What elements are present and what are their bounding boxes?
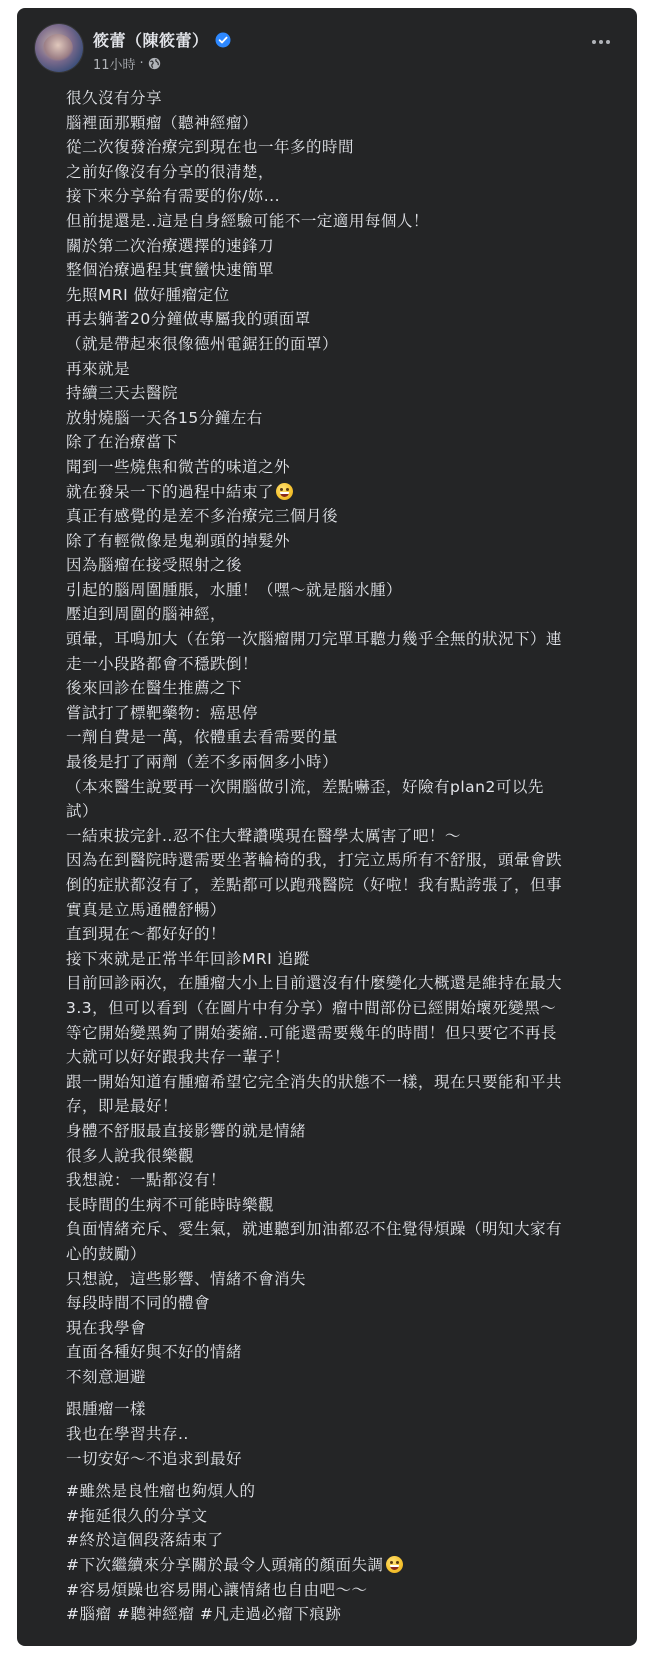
post-text-line-text: 直到現在～都好好的！ bbox=[66, 925, 227, 944]
post-text-line bbox=[66, 111, 626, 136]
post-text-line bbox=[66, 676, 626, 701]
post-text-line bbox=[66, 1021, 626, 1046]
post-text-line-text: 跟腫瘤一樣 bbox=[66, 1400, 147, 1419]
post-text-line-text: 不刻意迴避 bbox=[66, 1367, 147, 1386]
post-text-line bbox=[66, 1267, 626, 1292]
post-text-line bbox=[66, 1144, 626, 1169]
post-text-line-text: 真正有感覺的是差不多治療完三個月後 bbox=[66, 507, 339, 526]
post-text-line-text: 除了在治療當下 bbox=[66, 433, 179, 452]
post-text-line bbox=[66, 332, 626, 357]
post-text-line-text: 關於第二次治療選擇的速鋒刀 bbox=[66, 236, 275, 255]
post-text-line bbox=[66, 775, 626, 800]
post-text-line bbox=[66, 602, 626, 627]
post-text-line-text: 引起的腦周圍腫脹，水腫！（嘿～就是腦水腫） bbox=[66, 580, 403, 599]
post-text-line bbox=[66, 553, 626, 578]
meta-separator: · bbox=[139, 56, 144, 71]
hashtag-line-text: #腦瘤 #聽神經瘤 #凡走過必瘤下痕跡 bbox=[66, 1605, 342, 1624]
post-text-line bbox=[66, 1316, 626, 1341]
post-text-line bbox=[66, 824, 626, 849]
post-text-line bbox=[66, 455, 626, 480]
post-text-line-text: 就在發呆一下的過程中結束了 bbox=[66, 482, 275, 501]
post-text-line-text: 很多人說我很樂觀 bbox=[66, 1146, 195, 1165]
post-text-line-text: 從二次復發治療完到現在也一年多的時間 bbox=[66, 138, 355, 157]
author-name[interactable]: 筱蕾（陳筱蕾） bbox=[93, 31, 209, 50]
hashtag-line-text: #容易煩躁也容易開心讓情緒也自由吧～～ bbox=[66, 1580, 368, 1599]
post-text-line-text: （本來醫生說要再一次開腦做引流，差點嚇歪，好險有plan2可以先 bbox=[66, 777, 544, 796]
post-text-line-text: 目前回診兩次，在腫瘤大小上目前還沒有什麼變化大概還是維持在最大 bbox=[66, 974, 563, 993]
post-text-line bbox=[66, 725, 626, 750]
post-body bbox=[66, 86, 626, 1627]
post-text-line bbox=[66, 701, 626, 726]
post-text-line bbox=[66, 1422, 626, 1447]
post-text-line-text: 試） bbox=[66, 802, 99, 821]
post-text-line bbox=[66, 873, 626, 898]
more-options-icon[interactable] bbox=[583, 30, 619, 54]
post-text-line bbox=[66, 480, 626, 505]
post-meta bbox=[93, 54, 161, 73]
post-text-line-text: 負面情緒充斥、愛生氣，就連聽到加油都忍不住覺得煩躁（明知大家有 bbox=[66, 1220, 563, 1239]
hashtag-line[interactable] bbox=[66, 1578, 626, 1603]
post-text-line-text: 嘗試打了標靶藥物：癌思停 bbox=[66, 703, 259, 722]
post-text-line-text: 一劑自費是一萬，依體重去看需要的量 bbox=[66, 728, 339, 747]
post-text-line-text: 壓迫到周圍的腦神經， bbox=[66, 605, 227, 624]
post-text-line-text: 一切安好～不追求到最好 bbox=[66, 1449, 243, 1468]
post-header bbox=[35, 22, 619, 74]
post-text-line bbox=[66, 922, 626, 947]
verified-badge-icon bbox=[215, 32, 231, 48]
hashtag-line[interactable] bbox=[66, 1504, 626, 1529]
post-text-line-text: 跟一開始知道有腫瘤希望它完全消失的狀態不一樣，現在只要能和平共 bbox=[66, 1072, 563, 1091]
post-text-line-text: 走一小段路都會不穩跌倒！ bbox=[66, 654, 259, 673]
post-text-line-text: 因為腦瘤在接受照射之後 bbox=[66, 556, 243, 575]
post-text-line bbox=[66, 1168, 626, 1193]
post-text-block bbox=[66, 86, 626, 1389]
post-timestamp[interactable]: 11小時 bbox=[93, 58, 136, 73]
post-text-line-text: 每段時間不同的體會 bbox=[66, 1294, 211, 1313]
post-text-line-text: 之前好像沒有分享的很清楚， bbox=[66, 162, 275, 181]
post-text-line-text: 聞到一些燒焦和微苦的味道之外 bbox=[66, 457, 291, 476]
post-text-line-text: 很久沒有分享 bbox=[66, 89, 163, 107]
post-text-line bbox=[66, 1365, 626, 1390]
post-text-line-text: 再來就是 bbox=[66, 359, 131, 378]
author-row bbox=[93, 28, 231, 51]
avatar-photo bbox=[43, 34, 73, 62]
hashtag-line-text: #拖延很久的分享文 bbox=[66, 1506, 208, 1525]
post-text-line-text: 因為在到醫院時還需要坐著輪椅的我，打完立馬所有不舒服，頭暈會跌 bbox=[66, 851, 563, 870]
post-text-line-text: 等它開始變黑夠了開始萎縮..可能還需要幾年的時間！但只要它不再長 bbox=[66, 1023, 557, 1042]
hashtag-line[interactable] bbox=[66, 1602, 626, 1627]
post-text-line bbox=[66, 947, 626, 972]
post-text-line-text: 我也在學習共存.. bbox=[66, 1425, 189, 1444]
post-text-line-text: 除了有輕微像是鬼剃頭的掉髮外 bbox=[66, 531, 291, 550]
post-text-line bbox=[66, 750, 626, 775]
post-text-line bbox=[66, 258, 626, 283]
post-card bbox=[17, 8, 637, 1646]
post-text-line bbox=[66, 996, 626, 1021]
post-text-line-text: 心的鼓勵） bbox=[66, 1244, 147, 1263]
post-text-line bbox=[66, 381, 626, 406]
post-text-line bbox=[66, 848, 626, 873]
hashtag-line-text: #下次繼續來分享關於最令人頭痛的顏面失調 bbox=[66, 1556, 384, 1575]
post-text-line-text: 大就可以好好跟我共存一輩子！ bbox=[66, 1048, 291, 1067]
post-text-line bbox=[66, 283, 626, 308]
post-text-line-text: 一結束拔完針..忍不住大聲讚嘆現在醫學太厲害了吧！～ bbox=[66, 826, 461, 845]
hashtag-block bbox=[66, 1479, 626, 1627]
post-text-line-text: 頭暈，耳鳴加大（在第一次腦瘤開刀完單耳聽力幾乎全無的狀況下）連 bbox=[66, 630, 563, 649]
post-text-line bbox=[66, 529, 626, 554]
post-text-line-text: 長時間的生病不可能時時樂觀 bbox=[66, 1195, 275, 1214]
post-text-line-text: 放射燒腦一天各15分鐘左右 bbox=[66, 408, 263, 427]
post-text-line-text: 倒的症狀都沒有了，差點都可以跑飛醫院（好啦！我有點誇張了，但事 bbox=[66, 876, 563, 894]
post-text-line bbox=[66, 578, 626, 603]
post-text-line-text: 3.3，但可以看到（在圖片中有分享）瘤中間部份已經開始壞死變黑～ bbox=[66, 998, 557, 1017]
hashtag-line[interactable] bbox=[66, 1528, 626, 1553]
post-text-line-text: 身體不舒服最直接影響的就是情緒 bbox=[66, 1121, 307, 1140]
post-text-line bbox=[66, 86, 626, 111]
post-text-line bbox=[66, 1094, 626, 1119]
post-text-line bbox=[66, 184, 626, 209]
post-text-line-text: 持續三天去醫院 bbox=[66, 384, 179, 403]
post-text-line-text: 我想說：一點都沒有！ bbox=[66, 1171, 227, 1190]
hashtag-line-text: #雖然是良性瘤也夠煩人的 bbox=[66, 1482, 256, 1501]
post-text-line bbox=[66, 406, 626, 431]
post-text-line bbox=[66, 627, 626, 652]
post-text-line bbox=[66, 1217, 626, 1242]
post-text-line bbox=[66, 652, 626, 677]
post-text-line bbox=[66, 1447, 626, 1472]
hashtag-line-text: #終於這個段落結束了 bbox=[66, 1531, 224, 1550]
grinning-emoji-icon bbox=[386, 1556, 403, 1573]
avatar[interactable] bbox=[35, 24, 83, 72]
post-text-line bbox=[66, 504, 626, 529]
post-text-line-text: 後來回診在醫生推薦之下 bbox=[66, 679, 243, 698]
post-text-line bbox=[66, 1070, 626, 1095]
post-text-line bbox=[66, 971, 626, 996]
post-text-line bbox=[66, 1045, 626, 1070]
post-text-line-text: 直面各種好與不好的情緒 bbox=[66, 1343, 243, 1362]
post-text-line bbox=[66, 135, 626, 160]
post-text-line bbox=[66, 1291, 626, 1316]
post-text-line bbox=[66, 430, 626, 455]
post-text-line-text: 接下來分享給有需要的你/妳... bbox=[66, 187, 281, 206]
post-text-line bbox=[66, 1397, 626, 1422]
hashtag-line[interactable] bbox=[66, 1479, 626, 1504]
post-text-line bbox=[66, 1119, 626, 1144]
post-text-line bbox=[66, 307, 626, 332]
post-text-line-text: 先照MRI 做好腫瘤定位 bbox=[66, 285, 230, 304]
post-text-line-text: 接下來就是正常半年回診MRI 追蹤 bbox=[66, 949, 310, 968]
post-text-line bbox=[66, 160, 626, 185]
post-text-line bbox=[66, 1242, 626, 1267]
post-text-line-text: 整個治療過程其實蠻快速簡單 bbox=[66, 261, 275, 280]
post-text-block-2 bbox=[66, 1397, 626, 1471]
post-text-line-text: （就是帶起來很像德州電鋸狂的面罩） bbox=[66, 334, 339, 353]
post-text-line-text: 只想說，這些影響、情緒不會消失 bbox=[66, 1269, 307, 1288]
post-text-line-text: 實真是立馬通體舒暢） bbox=[66, 900, 227, 919]
grinning-emoji-icon bbox=[276, 483, 293, 500]
post-text-line bbox=[66, 234, 626, 259]
post-text-line bbox=[66, 209, 626, 234]
post-text-line bbox=[66, 357, 626, 382]
post-text-line-text: 腦裡面那顆瘤（聽神經瘤） bbox=[66, 113, 259, 132]
post-text-line bbox=[66, 799, 626, 824]
post-text-line bbox=[66, 1340, 626, 1365]
post-text-line-text: 再去躺著20分鐘做專屬我的頭面罩 bbox=[66, 310, 311, 329]
globe-icon[interactable] bbox=[148, 57, 161, 70]
hashtag-line[interactable] bbox=[66, 1553, 626, 1578]
post-text-line-text: 最後是打了兩劑（差不多兩個多小時） bbox=[66, 753, 339, 772]
post-text-line bbox=[66, 898, 626, 923]
post-text-line-text: 但前提還是..這是自身經驗可能不一定適用每個人！ bbox=[66, 211, 429, 230]
post-text-line-text: 現在我學會 bbox=[66, 1318, 147, 1337]
post-text-line bbox=[66, 1193, 626, 1218]
post-text-line-text: 存，即是最好！ bbox=[66, 1097, 179, 1116]
